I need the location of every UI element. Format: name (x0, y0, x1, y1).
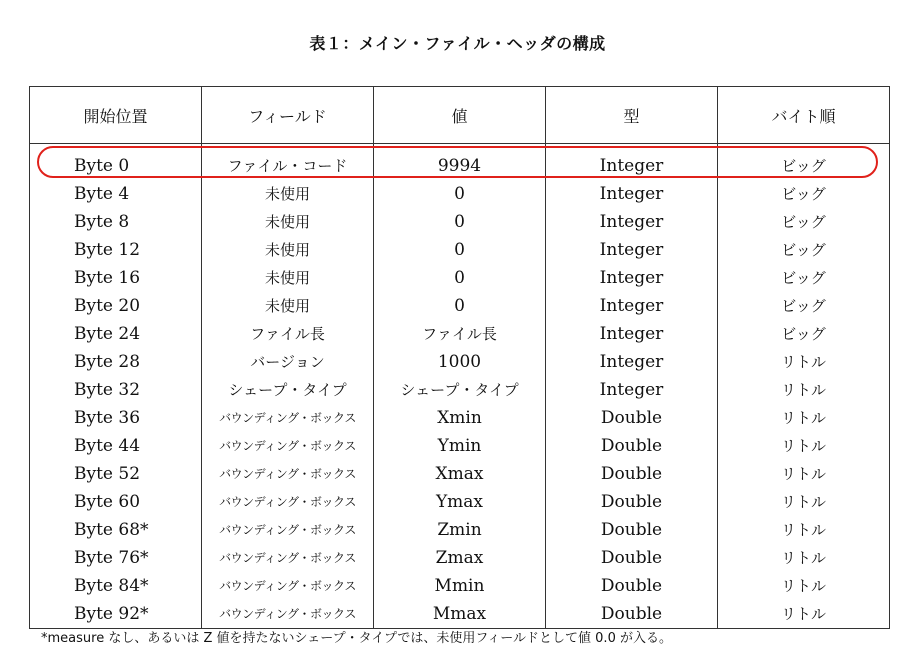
cell-field: バウンディング・ボックス (202, 544, 374, 572)
cell-offset: Byte 32 (30, 376, 202, 404)
cell-type: Integer (546, 208, 718, 236)
table-body (30, 144, 890, 629)
table-row (30, 432, 890, 460)
cell-byte-order: リトル (718, 572, 890, 600)
cell-offset: Byte 16 (30, 264, 202, 292)
table-row (30, 348, 890, 376)
cell-type: Double (546, 572, 718, 600)
cell-byte-order: ビッグ (718, 320, 890, 348)
cell-value: 0 (374, 292, 546, 320)
highlight-oval-file-code-row (37, 146, 878, 178)
cell-type: Integer (546, 144, 718, 181)
cell-value: Ymax (374, 488, 546, 516)
cell-field: 未使用 (202, 292, 374, 320)
cell-offset: Byte 76* (30, 544, 202, 572)
cell-value: 1000 (374, 348, 546, 376)
cell-value: 9994 (374, 144, 546, 181)
table-row (30, 376, 890, 404)
cell-type: Double (546, 404, 718, 432)
cell-field: 未使用 (202, 208, 374, 236)
table-row (30, 404, 890, 432)
cell-field: バウンディング・ボックス (202, 572, 374, 600)
cell-offset: Byte 28 (30, 348, 202, 376)
column-header-value: 値 (374, 87, 546, 144)
cell-type: Double (546, 432, 718, 460)
cell-type: Double (546, 544, 718, 572)
cell-offset: Byte 52 (30, 460, 202, 488)
cell-value: 0 (374, 208, 546, 236)
cell-field: ファイル長 (202, 320, 374, 348)
cell-offset: Byte 44 (30, 432, 202, 460)
cell-offset: Byte 24 (30, 320, 202, 348)
cell-type: Double (546, 488, 718, 516)
cell-byte-order: リトル (718, 348, 890, 376)
cell-value: Mmax (374, 600, 546, 629)
cell-value: Ymin (374, 432, 546, 460)
cell-field: 未使用 (202, 236, 374, 264)
column-header-byte-order: バイト順 (718, 87, 890, 144)
table-row (30, 544, 890, 572)
cell-offset: Byte 0 (30, 144, 202, 181)
cell-field: バージョン (202, 348, 374, 376)
cell-field: バウンディング・ボックス (202, 600, 374, 629)
column-header-type: 型 (546, 87, 718, 144)
table-row (30, 572, 890, 600)
cell-offset: Byte 68* (30, 516, 202, 544)
cell-offset: Byte 84* (30, 572, 202, 600)
cell-byte-order: ビッグ (718, 180, 890, 208)
cell-field: バウンディング・ボックス (202, 488, 374, 516)
table-row (30, 236, 890, 264)
cell-byte-order: ビッグ (718, 236, 890, 264)
cell-value: 0 (374, 264, 546, 292)
cell-value: Xmax (374, 460, 546, 488)
cell-offset: Byte 8 (30, 208, 202, 236)
cell-byte-order: ビッグ (718, 264, 890, 292)
cell-byte-order: リトル (718, 376, 890, 404)
cell-type: Double (546, 460, 718, 488)
cell-byte-order: リトル (718, 544, 890, 572)
cell-field: シェープ・タイプ (202, 376, 374, 404)
cell-offset: Byte 36 (30, 404, 202, 432)
cell-field: ファイル・コード (202, 144, 374, 181)
cell-value: 0 (374, 236, 546, 264)
cell-type: Integer (546, 264, 718, 292)
cell-value: シェープ・タイプ (374, 376, 546, 404)
cell-offset: Byte 92* (30, 600, 202, 629)
cell-type: Integer (546, 236, 718, 264)
cell-field: バウンディング・ボックス (202, 460, 374, 488)
cell-type: Integer (546, 320, 718, 348)
cell-type: Integer (546, 292, 718, 320)
cell-field: 未使用 (202, 264, 374, 292)
cell-field: バウンディング・ボックス (202, 516, 374, 544)
cell-value: Zmin (374, 516, 546, 544)
cell-value: Xmin (374, 404, 546, 432)
table-row (30, 460, 890, 488)
footnote: *measure なし、あるいは Z 値を持たないシェープ・タイプでは、未使用フィールドとして値 0.0 が入る。 (41, 631, 672, 646)
cell-offset: Byte 4 (30, 180, 202, 208)
table-row (30, 264, 890, 292)
cell-byte-order: リトル (718, 516, 890, 544)
cell-byte-order: ビッグ (718, 144, 890, 181)
table-row (30, 320, 890, 348)
cell-byte-order: リトル (718, 404, 890, 432)
cell-type: Double (546, 516, 718, 544)
cell-byte-order: ビッグ (718, 292, 890, 320)
cell-type: Integer (546, 180, 718, 208)
cell-byte-order: リトル (718, 460, 890, 488)
table-row (30, 488, 890, 516)
column-header-offset: 開始位置 (30, 87, 202, 144)
table-row (30, 208, 890, 236)
column-header-field: フィールド (202, 87, 374, 144)
cell-type: Double (546, 600, 718, 629)
cell-field: バウンディング・ボックス (202, 404, 374, 432)
cell-byte-order: リトル (718, 432, 890, 460)
cell-offset: Byte 60 (30, 488, 202, 516)
table-row (30, 600, 890, 629)
cell-value: Mmin (374, 572, 546, 600)
cell-byte-order: リトル (718, 600, 890, 629)
cell-value: Zmax (374, 544, 546, 572)
cell-offset: Byte 12 (30, 236, 202, 264)
table-row (30, 180, 890, 208)
table-row (30, 516, 890, 544)
cell-value: ファイル長 (374, 320, 546, 348)
cell-value: 0 (374, 180, 546, 208)
cell-type: Integer (546, 348, 718, 376)
table-title: 表１：メイン・ファイル・ヘッダの構成 (309, 34, 606, 53)
cell-type: Integer (546, 376, 718, 404)
table-row (30, 292, 890, 320)
cell-offset: Byte 20 (30, 292, 202, 320)
cell-byte-order: リトル (718, 488, 890, 516)
cell-field: バウンディング・ボックス (202, 432, 374, 460)
cell-field: 未使用 (202, 180, 374, 208)
table-header-row (30, 87, 890, 144)
cell-byte-order: ビッグ (718, 208, 890, 236)
